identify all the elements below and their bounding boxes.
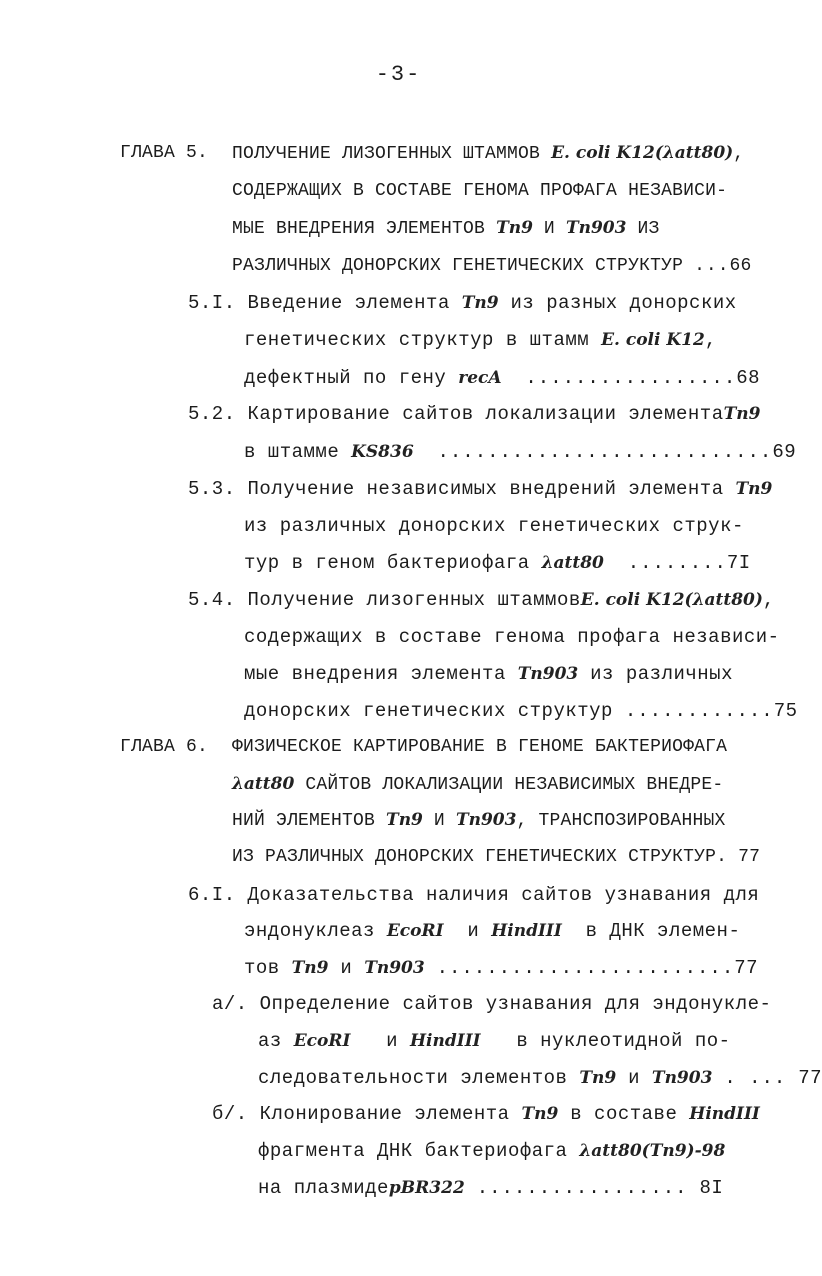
section-5-2-line2: в штамме KS836 ...........................69: [244, 441, 797, 463]
section-6-1-line2: эндонуклеаз EcoRI и HindIII в ДНК элемен-: [244, 920, 741, 942]
page-ref: 77: [738, 847, 761, 867]
handwritten-insert: E. coli K12(λatt80): [551, 143, 734, 163]
chapter6-title-line2: λatt80 САЙТОВ ЛОКАЛИЗАЦИИ НЕЗАВИСИМЫХ ВНЕДРЕ-: [232, 774, 724, 795]
section-5-1-line3: дефектный по гену recA .................68: [244, 367, 761, 389]
handwritten-insert: HindIII: [409, 1031, 481, 1051]
handwritten-insert: Tn903: [364, 958, 425, 978]
chapter6-title-line1: ФИЗИЧЕСКОЕ КАРТИРОВАНИЕ В ГЕНОМЕ БАКТЕРИОФАГА: [232, 737, 728, 757]
section-6-1-line3: тов Tn9 и Tn903 ........................77: [244, 957, 759, 979]
section-5-1-line2: генетических структур в штамм E. coli K12,: [244, 329, 717, 351]
handwritten-insert: recA: [458, 368, 502, 388]
section-number: 5.3.: [188, 478, 236, 500]
section-5-4-line3: мые внедрения элемента Tn903 из различных: [244, 663, 733, 685]
section-5-4-line4: донорских генетических структур ............75: [244, 700, 798, 722]
chapter6-title-line4: ИЗ РАЗЛИЧНЫХ ДОНОРСКИХ ГЕНЕТИЧЕСКИХ СТРУКТУР. 77: [232, 847, 761, 867]
chapter5-title-line3: МЫЕ ВНЕДРЕНИЯ ЭЛЕМЕНТОВ Tn9 И Tn903 ИЗ: [232, 218, 660, 239]
page-ref: 66: [729, 256, 752, 276]
handwritten-insert: HindIII: [491, 921, 562, 941]
handwritten-insert: Tn903: [565, 218, 627, 238]
section-number: 5.I.: [188, 292, 236, 314]
handwritten-insert: Tn9: [579, 1068, 617, 1088]
section-5-3-line1: 5.3. Получение независимых внедрений элемента Tn9: [188, 478, 773, 500]
chapter5-title-line2: СОДЕРЖАЩИХ В СОСТАВЕ ГЕНОМА ПРОФАГА НЕЗАВИСИ-: [232, 181, 728, 201]
section-number: 6.I.: [188, 884, 236, 906]
subsection-a-line2: аз EcoRI и HindIII в нуклеотидной по-: [258, 1030, 731, 1052]
chapter6-label: ГЛАВА 6.: [120, 737, 209, 757]
handwritten-insert: E. coli K12: [601, 330, 705, 350]
handwritten-insert: Tn9: [461, 293, 499, 313]
handwritten-insert: Tn9: [521, 1104, 559, 1124]
handwritten-insert: λatt80(Tn9)-98: [579, 1141, 726, 1161]
chapter5-title-line4: РАЗЛИЧНЫХ ДОНОРСКИХ ГЕНЕТИЧЕСКИХ СТРУКТУР ...66: [232, 256, 752, 276]
handwritten-insert: Tn9: [386, 810, 423, 830]
section-5-1-line1: 5.I. Введение элемента Tn9 из разных донорских: [188, 292, 737, 314]
handwritten-insert: HindIII: [689, 1104, 760, 1124]
subsection-a-line3: следовательности элементов Tn9 и Tn903 . ... 77: [258, 1067, 822, 1089]
section-5-3-line2: из различных донорских генетических струк-: [244, 515, 744, 537]
handwritten-insert: λatt80: [541, 553, 604, 573]
section-number: а/.: [212, 993, 248, 1015]
handwritten-insert: E. coli K12(λatt80): [580, 590, 763, 610]
handwritten-insert: Tn903: [455, 810, 517, 830]
section-5-4-line1: 5.4. Получение лизогенных штаммовE. coli K12(λatt80),: [188, 589, 775, 611]
subsection-b-line3: на плазмидеpBR322 ................. 8I: [258, 1177, 724, 1199]
handwritten-insert: Tn903: [651, 1068, 713, 1088]
subsection-b-line2: фрагмента ДНК бактериофага λatt80(Tn9)-98: [258, 1140, 726, 1162]
page-ref: 7I: [726, 552, 751, 574]
handwritten-insert: Tn9: [291, 958, 329, 978]
handwritten-insert: Tn9: [735, 479, 773, 499]
section-number: 5.4.: [188, 589, 236, 611]
subsection-a-line1: а/. Определение сайтов узнавания для эндонукле-: [212, 993, 772, 1015]
handwritten-insert: Tn9: [496, 218, 533, 238]
page-ref: 69: [772, 441, 797, 463]
handwritten-insert: pBR322: [388, 1178, 465, 1198]
handwritten-insert: EcoRI: [386, 921, 444, 941]
page-ref: 8I: [699, 1177, 724, 1199]
page-ref: 68: [736, 367, 761, 389]
handwritten-insert: Tn9: [723, 404, 761, 424]
section-number: 5.2.: [188, 403, 236, 425]
section-number: б/.: [212, 1103, 248, 1125]
chapter5-title-line1: ПОЛУЧЕНИЕ ЛИЗОГЕННЫХ ШТАММОВ E. coli K12(λatt80),: [232, 143, 745, 164]
handwritten-insert: λatt80: [232, 774, 295, 794]
chapter6-title-line3: НИЙ ЭЛЕМЕНТОВ Tn9 И Tn903, ТРАНСПОЗИРОВАННЫХ: [232, 810, 726, 831]
handwritten-insert: KS836: [351, 442, 414, 462]
section-5-4-line2: содержащих в составе генома профага независи-: [244, 626, 780, 648]
page-ref: 77: [734, 957, 759, 979]
chapter5-label: ГЛАВА 5.: [120, 143, 209, 163]
subsection-b-line1: б/. Клонирование элемента Tn9 в составе HindIII: [212, 1103, 760, 1125]
page-ref: 77: [798, 1067, 822, 1089]
section-5-2-line1: 5.2. Картирование сайтов локализации элементаTn9: [188, 403, 761, 425]
section-6-1-line1: 6.I. Доказательства наличия сайтов узнавания для: [188, 884, 760, 906]
page-ref: 75: [773, 700, 798, 722]
handwritten-insert: EcoRI: [293, 1031, 351, 1051]
page-number: -3-: [375, 62, 422, 87]
section-5-3-line3: тур в геном бактериофага λatt80 ........7I: [244, 552, 751, 574]
handwritten-insert: Tn903: [517, 664, 579, 684]
